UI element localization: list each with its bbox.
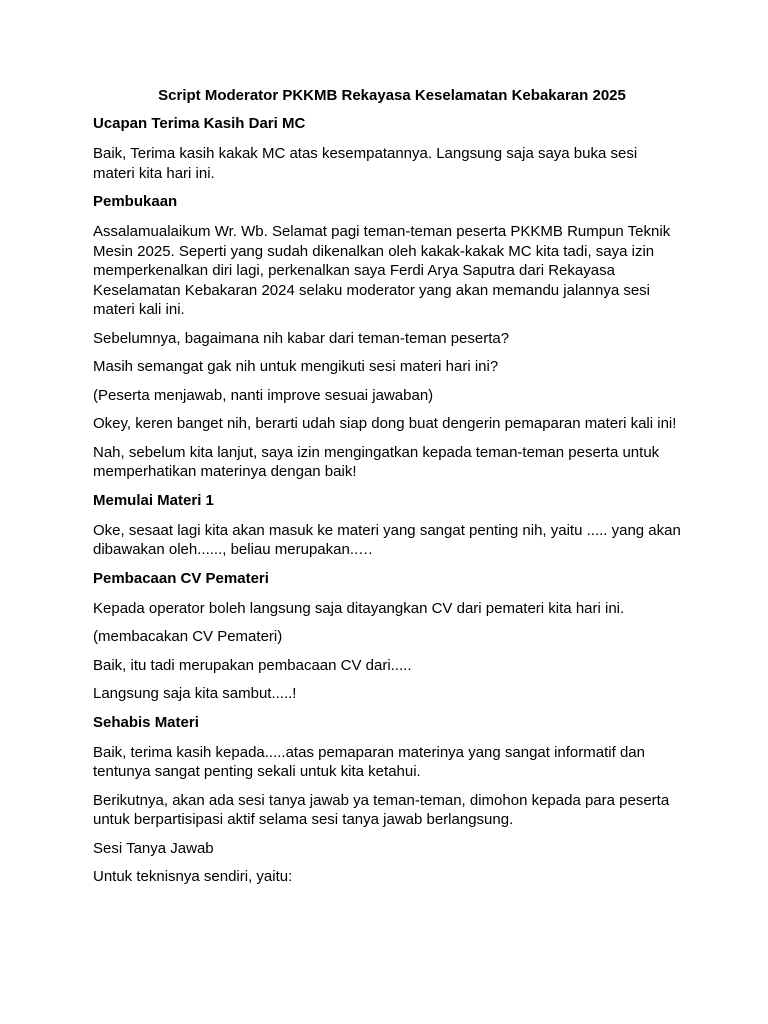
section-heading-ucapan: Ucapan Terima Kasih Dari MC: [93, 115, 306, 132]
paragraph: Langsung saja kita sambut.....!: [93, 685, 297, 702]
paragraph: Nah, sebelum kita lanjut, saya izin mengingatkan kepada teman-teman peserta untuk memperhatikan materinya dengan baik!: [93, 443, 660, 480]
paragraph: Berikutnya, akan ada sesi tanya jawab ya teman-teman, dimohon kepada para peserta untuk berpartisipasi aktif selama sesi tanya jawab berlangsung.: [93, 791, 670, 828]
section-heading-pembacaan-cv: Pembacaan CV Pemateri: [93, 569, 269, 587]
paragraph: (Peserta menjawab, nanti improve sesuai jawaban): [93, 386, 434, 404]
section-heading-pembukaan: Pembukaan: [93, 193, 178, 210]
paragraph: Masih semangat gak nih untuk mengikuti sesi materi hari ini?: [93, 358, 499, 375]
section-heading-memulai-materi: Memulai Materi 1: [93, 491, 214, 509]
paragraph: Baik, itu tadi merupakan pembacaan CV dari.....: [93, 656, 412, 674]
paragraph: Sebelumnya, bagaimana nih kabar dari teman-teman peserta?: [93, 329, 510, 347]
paragraph: Baik, Terima kasih kakak MC atas kesempatannya. Langsung saja saya buka sesi materi kita hari ini.: [93, 145, 638, 182]
paragraph: Assalamualaikum Wr. Wb. Selamat pagi teman-teman peserta PKKMB Rumpun Teknik Mesin 2025. Seperti yang sudah dikenalkan oleh kakak-kakak MC kita tadi, saya izin memperkenalkan diri lagi, perkenalkan saya Ferdi Arya Saputra dari Rekayasa Keselamatan Kebakaran 2024 selaku moderator yang akan memandu jalannya sesi materi kali ini.: [93, 223, 671, 318]
paragraph: Okey, keren banget nih, berarti udah siap dong buat dengerin pemaparan materi kali ini!: [93, 415, 677, 432]
paragraph: (membacakan CV Pemateri): [93, 628, 283, 645]
section-heading-sehabis-materi: Sehabis Materi: [93, 713, 199, 731]
paragraph: Kepada operator boleh langsung saja ditayangkan CV dari pemateri kita hari ini.: [93, 599, 625, 617]
paragraph: Untuk teknisnya sendiri, yaitu:: [93, 868, 293, 885]
paragraph: Sesi Tanya Jawab: [93, 839, 214, 857]
document-title: Script Moderator PKKMB Rekayasa Keselamatan Kebakaran 2025: [158, 87, 626, 104]
paragraph: Oke, sesaat lagi kita akan masuk ke materi yang sangat penting nih, yaitu ..... yang akan dibawakan oleh......, beliau merupakan..…: [93, 521, 681, 558]
document-page: [93, 86, 683, 896]
paragraph: Baik, terima kasih kepada.....atas pemaparan materinya yang sangat informatif dan tentunya sangat penting sekali untuk kita ketahui.: [93, 743, 645, 780]
